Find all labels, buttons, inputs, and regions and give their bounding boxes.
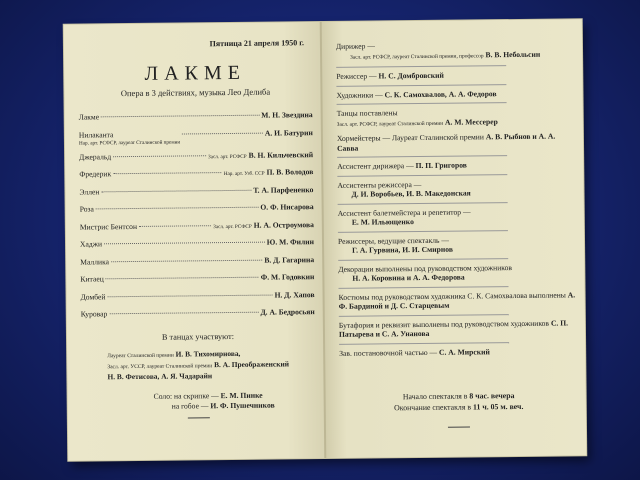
credit-label: Художники — [336,89,383,100]
dancer-line [107,370,315,382]
credit-name: С. К. Самохвалов, А. А. Федоров [384,88,497,99]
leader-dots [109,312,258,315]
opera-title: ЛАКМЕ [144,61,247,85]
cast-row [79,128,313,152]
credit-props [339,318,577,339]
solo-name: Е. М. Пинке [220,390,263,400]
cast-role: Джеральд [79,151,112,162]
leader-dots [111,259,262,262]
separator [338,286,508,289]
dancer-name: В. А. Преображенский [214,358,289,369]
cast-actor: В. Д. Гагарина [264,254,315,265]
separator [337,155,507,158]
cast-actor: М. Н. Звездина [261,110,313,120]
solo-label: на гобое — [171,400,209,411]
leader-dots [139,225,211,227]
credit-label: Ассистент балетмейстера и репетитор — [337,206,471,218]
credit-note: Засл. арт. РСФСР, лауреат Сталинской премии, профессор [350,52,484,61]
dancer-note: Засл. арт. УССР, лауреат Сталинской премии [107,362,213,370]
credit-name: А. М. Мессерер [444,116,498,127]
credit-scenery [338,262,576,283]
credit-choreography [337,106,575,129]
credit-costumes [339,290,577,311]
credit-production-head [339,346,577,358]
leader-dots [106,277,259,280]
credit-assistant-directors [337,178,575,199]
credit-name: В. В. Небольсин [485,49,541,59]
solo-name: И. Ф. Пушечников [210,400,275,410]
solo-line [154,400,316,412]
cast-role: Хаджи [79,239,103,249]
credit-label: Хормейстеры — Лауреат Сталинской премии [336,132,484,143]
cast-actor: Н. А. Остроумова [253,219,314,230]
credit-label: Зав. постановочной частью — [339,347,438,358]
opera-subtitle: Опера в 3 действиях, музыка Лео Делиба [120,86,271,99]
left-page [64,22,327,461]
cast-note: Нар. арт. Узб. ССР [223,170,265,178]
leader-dots [107,294,272,297]
cast-role [79,130,180,147]
cast-actor: А. И. Батурин [264,127,313,138]
cast-row [81,307,315,327]
separator [339,314,509,317]
cast-actor: Д. А. Бедросьян [260,307,315,317]
leader-dots [104,242,265,245]
cast-note: Засл. арт. РСФСР [208,153,247,160]
dancer-name: И. В. Тихомирнова, [175,348,241,359]
credit-label: Режиссер — [336,71,377,81]
credit-name: А. Ф. Бардиной и Д. С. Старцевым [338,289,576,311]
credit-director [336,69,574,81]
credit-conductor [336,39,574,62]
dancer-name: Н. В. Фетисова, А. Я. Чадарайн [107,370,213,381]
end-label: Окончание спектакля в [394,402,472,413]
end-rule [188,417,210,418]
separator [337,174,507,177]
performance-date: Пятница 21 апреля 1950 г. [209,38,304,49]
cast-role: Лакме [78,112,100,122]
start-label: Начало спектакля в [402,391,468,402]
cast-role: Роза [79,204,94,214]
credit-label: Костюмы под руководством художника С. К. Самохвалова выполнены [338,289,566,302]
start-value: 8 час. вечера [469,391,515,401]
leader-dots [182,132,263,134]
separator [338,258,508,261]
separator [338,202,508,205]
credit-label: Ассистент дирижера — [337,161,414,171]
cast-role: Китаец [80,274,104,284]
cast-note: Нар. арт. РСФСР, лауреат Сталинской премии [78,139,181,147]
leader-dots [96,207,259,210]
cast-role: Домбей [80,291,106,302]
credit-label: Дирижер — [335,41,375,51]
cast-role: Мистрис Бентсон [79,221,138,232]
separator [336,84,506,87]
cast-role: Фредерик [79,169,112,179]
cast-role: Эллен [79,186,100,197]
cast-actor: Т. А. Парфененко [253,184,314,195]
credit-name: Н. С. Домбровский [378,70,444,81]
cast-role-name: Нилаканта [78,129,114,140]
credit-label: Танцы поставлены [336,108,398,118]
separator [338,230,508,233]
credit-name: Н. А. Коровина и А. А. Федорова [352,272,465,283]
separator [337,102,507,105]
cast-role: Куровар [80,309,108,319]
leader-dots [101,115,259,118]
credit-ballet-assistant [338,206,576,227]
credit-assistant-conductor [337,159,575,171]
cast-actor: Ф. М. Годовкин [260,272,315,282]
dancer-note: Лауреат Сталинской премии [107,352,174,359]
cast-actor: В. Н. Кильчевский [248,149,314,160]
separator [339,342,509,345]
credit-chorus [337,131,575,152]
leader-dots [113,155,206,157]
credit-name: С. П. Патырева и С. А. Унанова [338,317,569,339]
cast-list [79,110,315,327]
credit-label: Ассистенты режиссера — [337,179,422,190]
cast-actor: П. В. Володов [266,167,314,177]
credit-artists [336,88,574,100]
credit-name: Д. И. Воробьев, И. В. Македонская [351,188,471,199]
credit-name: С. А. Мирский [438,346,490,357]
credit-label: Бутафория и реквизит выполнены под руководством художников [338,318,550,330]
solo-label: Соло: на скрипке — [153,390,219,401]
credit-name: П. П. Григоров [415,160,467,171]
end-rule [448,426,470,427]
credit-name: Г. А. Гурвина, И. И. Смирнов [352,244,453,255]
credit-name: А. В. Рыбнов и А. А. Савва [336,131,556,153]
separator [336,65,506,68]
credit-label: Режиссеры, ведущие спектакль — [337,235,450,246]
dancers-heading: В танцах участвуют: [161,331,235,342]
credit-stage-directors [338,234,576,255]
right-page [322,19,587,458]
leader-dots [113,172,222,174]
credit-label: Декорации выполнены под руководством художников [338,262,512,274]
end-value: 11 ч. 05 м. веч. [472,401,524,412]
credit-note: Засл. арт. РСФСР, лауреат Сталинской премии [336,120,444,128]
leader-dots [101,189,251,192]
cast-actor: О. Ф. Нисарова [260,202,314,212]
cast-actor: Н. Д. Хапов [274,289,315,300]
cast-actor: Ю. М. Филин [266,237,315,247]
showtimes [340,389,578,413]
end-time [340,400,578,413]
credit-name: Е. М. Ильющенко [351,217,414,227]
program-booklet [64,19,587,460]
cast-note: Засл. арт. РСФСР [213,223,252,230]
cast-role: Маллика [80,256,110,267]
